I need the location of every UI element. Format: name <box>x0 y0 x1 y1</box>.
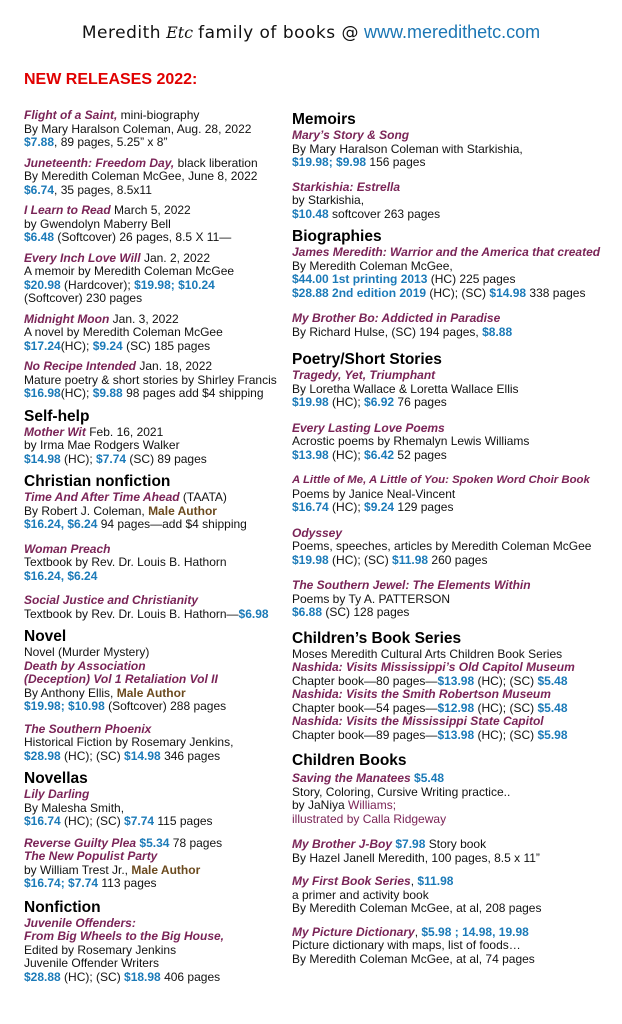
book-entry <box>24 723 324 764</box>
book-title: Mother Wit <box>24 424 86 439</box>
book-title: Nashida: Visits Mississippi’s Old Capitol Museum <box>292 660 575 674</box>
book-author: By Anthony Ellis, <box>24 685 117 700</box>
book-author: Poems by Janice Neal-Vincent <box>292 486 456 501</box>
book-author: By Malesha Smith, <box>24 800 125 815</box>
book-note: black liberation <box>174 155 258 170</box>
book-details: (HC); (SC) <box>60 748 125 763</box>
book-author: Poems, speeches, articles by Meredith Coleman McGee <box>292 539 592 553</box>
book-title: Woman Preach <box>24 541 111 556</box>
book-details: 346 pages <box>160 748 221 763</box>
book-title: Midnight Moon <box>24 311 110 326</box>
book-title: I Learn to Read <box>24 203 111 217</box>
book-entry <box>292 875 614 916</box>
book-details: 52 pages <box>394 447 447 462</box>
book-note: Feb. 16, 2021 <box>85 424 164 439</box>
book-details: , 35 pages, 8.5x11 <box>54 182 152 197</box>
book-details: (HC); (SC) <box>426 285 490 300</box>
book-entry <box>292 181 614 222</box>
book-title: Flight of a Saint, <box>24 108 118 122</box>
book-price: $11.98 <box>417 874 454 888</box>
book-title: Every Lasting Love Poems <box>292 420 445 435</box>
book-price: $28.88 2nd edition 2019 <box>292 285 427 300</box>
book-price: $7.88 <box>24 135 55 149</box>
book-details: Chapter book—54 pages— <box>292 700 438 715</box>
right-column <box>292 111 614 973</box>
book-price: $7.98 <box>392 837 426 851</box>
book-entry <box>24 252 324 306</box>
book-details: 98 pages add $4 shipping <box>122 386 264 400</box>
book-price: $14.98 <box>489 285 527 300</box>
book-price: $5.34 <box>136 835 170 850</box>
book-title: The New Populist Party <box>24 849 158 863</box>
book-author: Juvenile Offender Writers <box>24 956 159 970</box>
book-details: 115 pages <box>154 814 213 828</box>
book-price: $16.24, $6.24 <box>24 568 98 583</box>
book-price: $6.42 <box>364 447 395 462</box>
book-price: $16.74 <box>24 814 61 828</box>
book-illustrator: illustrated by Calla Ridgeway <box>292 811 447 826</box>
book-details: (Softcover) 288 pages <box>104 699 227 713</box>
book-entry <box>292 579 614 620</box>
book-note: , <box>414 924 422 939</box>
website-link[interactable]: www.meredithetc.com <box>364 22 541 42</box>
book-author: Acrostic poems by Rhemalyn Lewis Williams <box>292 434 530 448</box>
section-heading-nonfiction: Nonfiction <box>24 898 101 916</box>
book-details: , 89 pages, 5.25” x 8” <box>54 135 168 149</box>
book-details: 260 pages <box>428 552 488 567</box>
book-details: (SC) 128 pages <box>322 605 410 619</box>
book-note: Story book <box>425 837 487 851</box>
book-entry <box>292 527 614 568</box>
book-price: $16.98 <box>24 386 61 400</box>
book-price: $19.98 <box>292 395 329 409</box>
book-genre: Novel (Murder Mystery) <box>24 645 150 659</box>
book-price: $28.88 <box>24 969 61 984</box>
book-details: (HC); (SC) <box>60 814 125 828</box>
book-note: Jan. 2, 2022 <box>140 250 210 265</box>
book-title: Reverse Guilty Plea <box>24 835 137 850</box>
section-heading-novellas: Novellas <box>24 770 88 787</box>
book-note: Jan. 18, 2022 <box>136 359 213 373</box>
book-entry <box>24 491 324 532</box>
book-author: By Mary Haralson Coleman, Aug. 28, 2022 <box>24 121 252 136</box>
book-entry <box>292 312 614 339</box>
book-title: Juvenile Offenders: <box>24 915 136 930</box>
header-prefix: Meredith <box>81 23 162 43</box>
book-title: Every Inch Love Will <box>24 250 141 265</box>
book-author: Poems by Ty A. PATTERSON <box>292 591 451 606</box>
book-author: Mature poetry & short stories by Shirley Francis <box>24 372 277 387</box>
book-details: (SC) 89 pages <box>126 451 207 466</box>
book-author: By Loretha Wallace & Loretta Wallace Ellis <box>292 381 519 396</box>
book-author: A novel by Meredith Coleman McGee <box>24 325 223 339</box>
book-entry <box>24 917 324 985</box>
book-details: (HC); <box>328 447 365 462</box>
book-author: by Starkishia, <box>292 193 365 207</box>
book-title: Mary’s Story & Song <box>292 128 410 142</box>
book-details: (SC) 185 pages <box>122 338 211 353</box>
book-details: 76 pages <box>394 395 447 409</box>
book-entry <box>292 422 614 463</box>
book-title: My Brother J-Boy <box>292 837 393 851</box>
book-note: , <box>410 874 418 888</box>
etc-logo: Etc <box>166 23 194 42</box>
series-entry <box>292 648 614 743</box>
book-price: $6.92 <box>364 395 395 409</box>
book-price: $18.98 <box>124 969 161 984</box>
book-entry <box>292 369 614 410</box>
book-details: (Hardcover); <box>60 277 135 292</box>
book-price: $44.00 1st printing 2013 <box>292 272 428 286</box>
book-details: Chapter book—89 pages— <box>292 727 438 742</box>
book-title: Time And After Time Ahead <box>24 490 180 504</box>
book-title: Nashida: Visits the Smith Robertson Museum <box>292 687 551 701</box>
book-title: Tragedy, Yet, Triumphant <box>292 368 436 382</box>
book-details: (HC); <box>60 386 93 400</box>
book-price: $9.24 <box>92 338 123 353</box>
book-author: by William Trest Jr., <box>24 862 132 877</box>
book-author: By Meredith Coleman McGee, <box>292 258 453 273</box>
book-details: (HC) 225 pages <box>427 272 516 286</box>
book-title: Odyssey <box>292 525 343 540</box>
book-entry <box>292 926 614 967</box>
book-price: $12.98 <box>437 700 475 715</box>
book-details: (HC); <box>60 451 97 466</box>
section-heading-poetry: Poetry/Short Stories <box>292 351 442 368</box>
book-details: (HC); (SC) <box>474 727 538 742</box>
book-price: $5.98 <box>537 727 568 742</box>
book-entry <box>292 838 614 865</box>
book-details: (HC); <box>328 500 365 514</box>
book-title: Death by Association <box>24 658 146 673</box>
book-details: 406 pages <box>160 969 221 984</box>
book-price: $7.74 <box>124 814 155 828</box>
male-author-tag: Male Author <box>116 685 186 700</box>
book-price: $16.74; $7.74 <box>24 876 99 890</box>
book-author: by Irma Mae Rodgers Walker <box>24 438 180 452</box>
book-price: $17.24 <box>24 338 61 353</box>
section-heading-memoirs: Memoirs <box>292 111 356 128</box>
book-description: Story, Coloring, Cursive Writing practice.. <box>292 784 511 799</box>
book-note: March 5, 2022 <box>110 203 191 217</box>
book-details: softcover 263 pages <box>328 206 441 221</box>
book-details: (HC); (SC) <box>474 673 538 688</box>
book-details: 78 pages <box>169 835 223 850</box>
book-entry <box>24 837 324 891</box>
book-details: 156 pages <box>366 155 426 169</box>
new-releases-heading: NEW RELEASES 2022: <box>24 71 198 88</box>
book-author: By Hazel Janell Meredith, 100 pages, 8.5 x 11” <box>292 850 540 865</box>
book-price: $6.88 <box>292 605 323 619</box>
book-note: mini-biography <box>117 108 200 122</box>
book-entry <box>24 204 324 245</box>
page-header <box>0 22 622 43</box>
section-heading-novel: Novel <box>24 628 67 645</box>
book-entry <box>292 474 614 515</box>
book-title: My Brother Bo: Addicted in Paradise <box>292 311 501 325</box>
book-entry <box>292 772 614 826</box>
book-details: (HC); (SC) <box>474 700 538 715</box>
book-entry <box>292 246 614 300</box>
book-entry <box>24 788 324 829</box>
book-author: Williams; <box>348 798 397 812</box>
book-title: Juneteenth: Freedom Day, <box>24 155 175 170</box>
book-entry <box>24 109 324 150</box>
book-details: (Softcover) 230 pages <box>24 291 143 305</box>
book-price: $13.98 <box>292 447 329 462</box>
book-title: Social Justice and Christianity <box>24 593 199 607</box>
book-price: $5.48 <box>410 771 445 785</box>
series-name: Moses Meredith Cultural Arts Children Book Series <box>292 646 563 661</box>
book-entry <box>292 129 614 170</box>
section-heading-childrens-series: Children’s Book Series <box>292 629 462 647</box>
book-price: $16.74 <box>292 500 329 514</box>
book-subtitle: From Big Wheels to the Big House, <box>24 929 225 943</box>
book-price: $6.74 <box>24 182 55 197</box>
book-description: a primer and activity book <box>292 887 429 902</box>
book-title: Lily Darling <box>24 787 90 801</box>
book-title: My First Book Series <box>292 874 411 888</box>
book-price: $8.88 <box>482 324 513 339</box>
book-author: By Robert J. Coleman, <box>24 503 149 518</box>
book-details: 94 pages—add $4 shipping <box>97 517 247 531</box>
book-details: (HC); <box>328 395 365 409</box>
male-author-tag: Male Author <box>148 503 217 518</box>
book-price: $9.24 <box>364 500 395 514</box>
book-entry <box>24 426 324 467</box>
book-entry <box>24 360 324 401</box>
book-title: Nashida: Visits the Mississippi State Capitol <box>292 714 544 728</box>
book-entry <box>24 313 324 354</box>
book-details: 338 pages <box>526 285 586 300</box>
section-heading-selfhelp: Self-help <box>24 407 90 425</box>
book-title: The Southern Phoenix <box>24 721 152 736</box>
book-price: $13.98 <box>437 673 475 688</box>
book-price: $19.98 <box>292 552 329 567</box>
book-author: Historical Fiction by Rosemary Jenkins, <box>24 735 234 749</box>
book-author: Edited by Rosemary Jenkins <box>24 942 177 957</box>
book-title: James Meredith: Warrior and the America that created <box>292 245 601 259</box>
book-author: By Meredith Coleman McGee, at al, 74 pages <box>292 951 535 966</box>
book-price: $14.98 <box>24 451 61 466</box>
book-price: $19.98; $10.24 <box>134 277 215 292</box>
book-title: No Recipe Intended <box>24 359 137 373</box>
book-author: Textbook by Rev. Dr. Louis B. Hathorn— <box>24 606 239 621</box>
book-price: $13.98 <box>437 727 475 742</box>
book-price: $14.98 <box>124 748 161 763</box>
book-title: The Southern Jewel: The Elements Within <box>292 578 531 592</box>
book-details: Chapter book—80 pages— <box>292 673 438 688</box>
book-details: (Softcover) 26 pages, 8.5 X 11— <box>54 230 232 244</box>
book-entry <box>24 594 324 621</box>
book-price: $20.98 <box>24 277 61 292</box>
book-price: $6.98 <box>238 606 269 621</box>
book-details: (HC); (SC) <box>60 969 125 984</box>
book-title: Saving the Manatees <box>292 771 411 785</box>
book-details: 113 pages <box>98 876 157 890</box>
book-title: A Little of Me, A Little of You: Spoken Word Choir Book <box>292 474 590 486</box>
left-column <box>24 109 324 991</box>
book-title: My Picture Dictionary <box>292 924 415 939</box>
book-price: $10.48 <box>292 206 329 221</box>
book-details: 129 pages <box>394 500 454 514</box>
book-author: By Meredith Coleman McGee, at al, 208 pages <box>292 901 542 915</box>
book-author: Textbook by Rev. Dr. Louis B. Hathorn <box>24 555 227 569</box>
book-price: $5.48 <box>537 673 568 688</box>
book-author: By Mary Haralson Coleman with Starkishia, <box>292 141 523 156</box>
book-author: by Gwendolyn Maberry Bell <box>24 216 171 231</box>
section-heading-biographies: Biographies <box>292 228 382 245</box>
book-author: by JaNiya <box>292 798 349 812</box>
book-price: $19.98; $10.98 <box>24 699 105 713</box>
book-price: $19.98; $9.98 <box>292 155 367 169</box>
book-price: $16.24, $6.24 <box>24 517 98 531</box>
header-suffix: family of books @ <box>198 23 360 43</box>
section-heading-children-books: Children Books <box>292 752 407 769</box>
book-price: $5.98 ; 14.98, 19.98 <box>421 924 529 939</box>
book-price: $5.48 <box>537 700 568 715</box>
book-note: (TAATA) <box>179 490 227 504</box>
book-author: By Meredith Coleman McGee, June 8, 2022 <box>24 169 258 183</box>
book-price: $28.98 <box>24 748 61 763</box>
book-entry <box>24 543 324 584</box>
book-title: Starkishia: Estrella <box>292 179 401 194</box>
book-description: Picture dictionary with maps, list of foods… <box>292 938 521 952</box>
section-heading-christian: Christian nonfiction <box>24 473 171 490</box>
male-author-tag: Male Author <box>131 862 201 877</box>
book-subtitle: (Deception) Vol 1 Retaliation Vol II <box>24 672 218 686</box>
book-price: $11.98 <box>392 552 429 567</box>
book-details: (HC); (SC) <box>328 552 393 567</box>
book-entry <box>24 646 324 714</box>
book-details: (HC); <box>60 338 93 353</box>
book-price: $6.48 <box>24 230 55 244</box>
book-author: By Richard Hulse, (SC) 194 pages, <box>292 324 483 339</box>
book-price: $9.88 <box>92 386 123 400</box>
book-note: Jan. 3, 2022 <box>109 311 179 326</box>
book-price: $7.74 <box>96 451 127 466</box>
book-author: A memoir by Meredith Coleman McGee <box>24 264 235 278</box>
book-entry <box>24 157 324 198</box>
